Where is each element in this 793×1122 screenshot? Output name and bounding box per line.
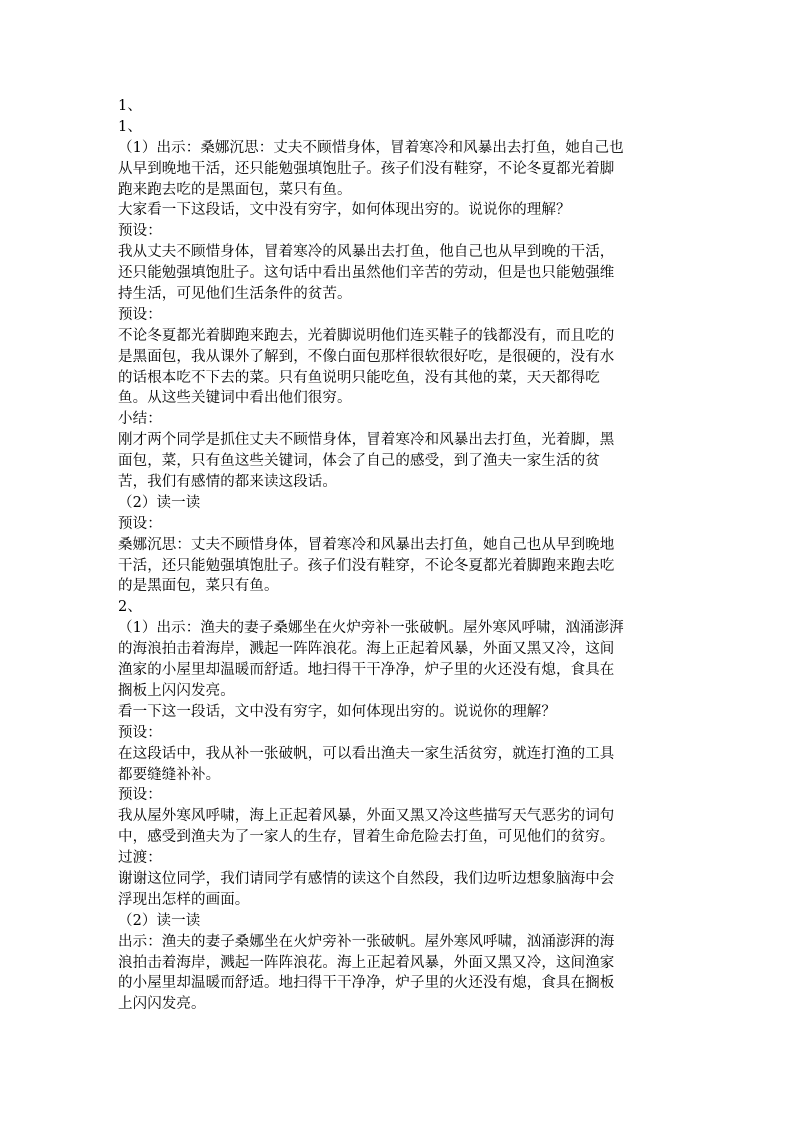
text-line: 还只能勉强填饱肚子。这句话中看出虽然他们辛苦的劳动，但是也只能勉强维 <box>118 265 615 282</box>
text-line: 从早到晚地干活，还只能勉强填饱肚子。孩子们没有鞋穿，不论冬夏都光着脚 <box>118 160 615 177</box>
text-line: 鱼。从这些关键词中看出他们很穷。 <box>118 390 352 407</box>
text-line: 的小屋里却温暖而舒适。地扫得干干净净，炉子里的火还没有熄，食具在搁板 <box>118 975 615 992</box>
text-line: （2）读一读 <box>118 912 201 929</box>
text-line: 不论冬夏都光着脚跑来跑去，光着脚说明他们连买鞋子的钱都没有，而且吃的 <box>118 327 615 344</box>
text-line: 出示：渔夫的妻子桑娜坐在火炉旁补一张破帆。屋外寒风呼啸，汹涌澎湃的海 <box>118 933 615 950</box>
text-line: 预设： <box>118 223 162 240</box>
text-line: 大家看一下这段话，文中没有穷字，如何体现出穷的。说说你的理解？ <box>118 202 571 219</box>
text-line: 我从屋外寒风呼啸，海上正起着风暴，外面又黑又冷这些描写天气恶劣的词句 <box>118 808 615 825</box>
text-line: 的是黑面包，菜只有鱼。 <box>118 578 279 595</box>
text-line: 预设： <box>118 306 162 323</box>
text-line: 1、 <box>118 98 142 114</box>
text-line: 苦，我们有感情的都来读这段话。 <box>118 474 337 491</box>
text-line: 预设： <box>118 787 162 804</box>
text-line: 过渡： <box>118 850 162 867</box>
text-line: （1）出示：渔夫的妻子桑娜坐在火炉旁补一张破帆。屋外寒风呼啸，汹涌澎湃 <box>118 620 624 637</box>
text-line: 浪拍击着海岸，溅起一阵阵浪花。海上正起着风暴，外面又黑又冷，这间渔家 <box>118 954 615 971</box>
text-line: 渔家的小屋里却温暖而舒适。地扫得干干净净，炉子里的火还没有熄，食具在 <box>118 662 615 679</box>
text-line: 搁板上闪闪发亮。 <box>118 682 235 699</box>
text-line: 中，感受到渔夫为了一家人的生存，冒着生命危险去打鱼，可见他们的贫穷。 <box>118 829 615 846</box>
text-line: 桑娜沉思：丈夫不顾惜身体，冒着寒冷和风暴出去打鱼，她自己也从早到晚地 <box>118 536 615 553</box>
text-line: 小结： <box>118 411 162 428</box>
text-line: 的话根本吃不下去的菜。只有鱼说明只能吃鱼，没有其他的菜，天天都得吃 <box>118 369 600 386</box>
text-line: 都要缝缝补补。 <box>118 766 221 783</box>
text-line: 1、 <box>118 118 142 135</box>
text-line: 2、 <box>118 599 142 616</box>
text-line: 上闪闪发亮。 <box>118 996 206 1013</box>
text-line: （1）出示：桑娜沉思：丈夫不顾惜身体，冒着寒冷和风暴出去打鱼，她自己也 <box>118 139 624 156</box>
text-line: 预设： <box>118 724 162 741</box>
text-line: 跑来跑去吃的是黑面包，菜只有鱼。 <box>118 181 352 198</box>
text-line: 的海浪拍击着海岸，溅起一阵阵浪花。海上正起着风暴，外面又黑又冷，这间 <box>118 641 615 658</box>
text-line: 我从丈夫不顾惜身体，冒着寒冷的风暴出去打鱼，他自己也从早到晚的干活， <box>118 244 615 261</box>
text-line: 刚才两个同学是抓住丈夫不顾惜身体，冒着寒冷和风暴出去打鱼，光着脚，黑 <box>118 432 615 449</box>
document-body <box>118 96 678 1015</box>
text-line: 面包，菜，只有鱼这些关键词，体会了自己的感受，到了渔夫一家生活的贫 <box>118 453 600 470</box>
text-line: 持生活，可见他们生活条件的贫苦。 <box>118 286 352 303</box>
text-line: （2）读一读 <box>118 494 201 511</box>
text-line: 浮现出怎样的画面。 <box>118 891 250 908</box>
text-line: 看一下这一段话，文中没有穷字，如何体现出穷的。说说你的理解？ <box>118 703 556 720</box>
text-line: 谢谢这位同学，我们请同学有感情的读这个自然段，我们边听边想象脑海中会 <box>118 870 615 887</box>
text-line: 干活，还只能勉强填饱肚子。孩子们没有鞋穿，不论冬夏都光着脚跑来跑去吃 <box>118 557 615 574</box>
text-line: 在这段话中，我从补一张破帆，可以看出渔夫一家生活贫穷，就连打渔的工具 <box>118 745 615 762</box>
text-line: 是黑面包，我从课外了解到，不像白面包那样很软很好吃，是很硬的，没有水 <box>118 348 615 365</box>
text-line: 预设： <box>118 515 162 532</box>
